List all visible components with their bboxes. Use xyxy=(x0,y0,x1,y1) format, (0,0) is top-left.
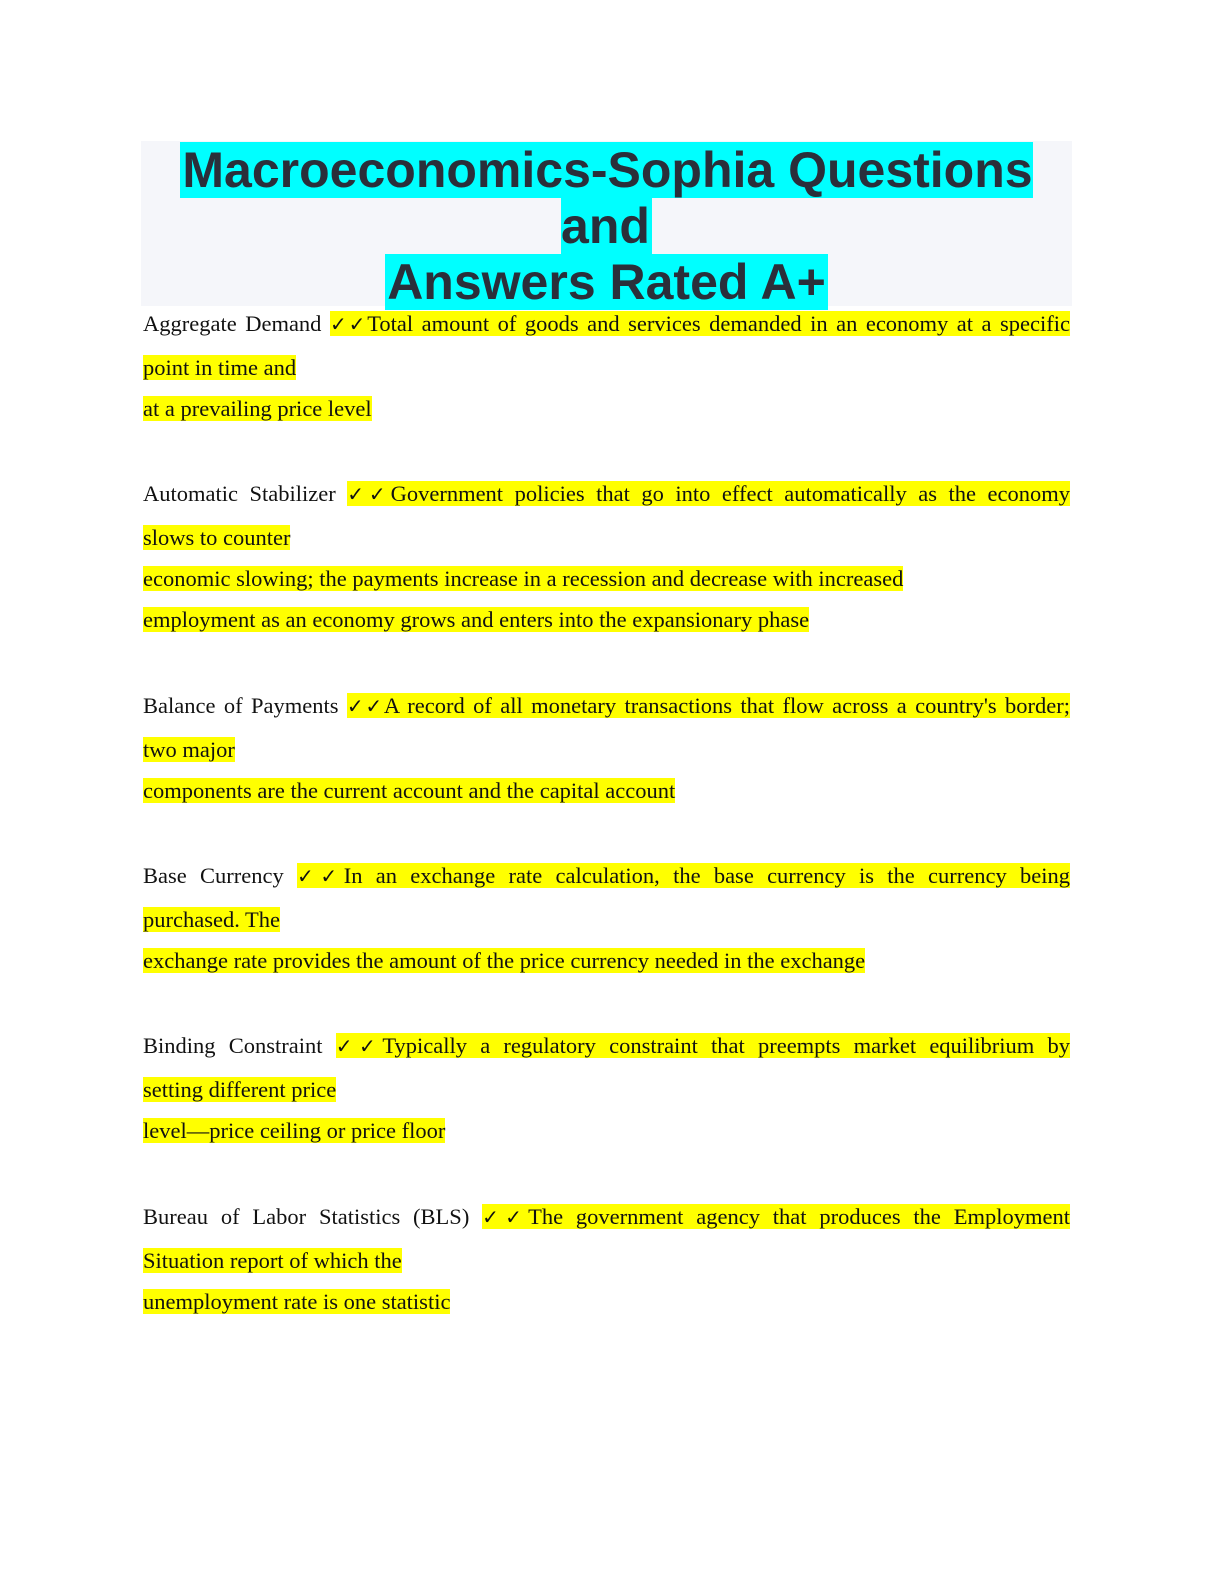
answer-line xyxy=(143,1287,1070,1317)
answer-line xyxy=(143,946,1070,976)
qa-entry-aggregate-demand xyxy=(143,309,1070,424)
qa-first-line xyxy=(143,479,1070,509)
qa-first-line xyxy=(143,861,1070,891)
answer-highlight xyxy=(330,311,1070,336)
qa-entry-bureau-of-labor-statistics xyxy=(143,1202,1070,1317)
answer-text: employment as an economy grows and enters into the expansionary phase xyxy=(143,607,810,632)
double-check-icon: ✓✓ xyxy=(347,482,391,506)
answer-text: two major xyxy=(143,737,235,762)
term: Aggregate Demand xyxy=(143,311,322,336)
page-title-line-2: Answers Rated A+ xyxy=(387,254,826,310)
term: Automatic Stabilizer xyxy=(143,481,336,506)
answer-line xyxy=(143,605,1070,635)
qa-entry-balance-of-payments xyxy=(143,691,1070,806)
answer-text: Total amount of goods and services demanded in an economy at a specific xyxy=(367,311,1070,336)
answer-line xyxy=(143,1246,1070,1276)
answer-line xyxy=(143,1116,1070,1146)
answer-highlight xyxy=(482,1204,1070,1229)
answer-text: Situation report of which the xyxy=(143,1248,402,1273)
answer-text: setting different price xyxy=(143,1077,337,1102)
answer-line xyxy=(143,1075,1070,1105)
answer-line xyxy=(143,735,1070,765)
answer-text: point in time and xyxy=(143,355,297,380)
qa-first-line xyxy=(143,691,1070,721)
qa-first-line xyxy=(143,1202,1070,1232)
answer-text: exchange rate provides the amount of the price currency needed in the exchange xyxy=(143,948,866,973)
answer-line xyxy=(143,394,1070,424)
double-check-icon: ✓✓ xyxy=(346,694,384,718)
term: Base Currency xyxy=(143,863,284,888)
double-check-icon: ✓✓ xyxy=(296,864,344,888)
page-title-line-1: Macroeconomics-Sophia Questions and xyxy=(182,142,1033,254)
qa-first-line xyxy=(143,1031,1070,1061)
answer-text: Government policies that go into effect automatically as the economy xyxy=(390,481,1070,506)
answer-highlight xyxy=(336,1033,1070,1058)
answer-text: components are the current account and the capital account xyxy=(143,778,676,803)
qa-entry-automatic-stabilizer xyxy=(143,479,1070,635)
answer-line xyxy=(143,905,1070,935)
title-block xyxy=(141,141,1072,310)
term: Bureau of Labor Statistics (BLS) xyxy=(143,1204,470,1229)
answer-text: Typically a regulatory constraint that preempts market equilibrium by xyxy=(382,1033,1070,1058)
double-check-icon: ✓✓ xyxy=(329,312,368,336)
answer-highlight xyxy=(347,693,1070,718)
term: Balance of Payments xyxy=(143,693,339,718)
double-check-icon: ✓✓ xyxy=(482,1205,529,1229)
answer-line xyxy=(143,564,1070,594)
answer-text: economic slowing; the payments increase in a recession and decrease with increased xyxy=(143,566,904,591)
answer-text: slows to counter xyxy=(143,525,291,550)
answer-line xyxy=(143,523,1070,553)
answer-text: The government agency that produces the Employment xyxy=(528,1204,1070,1229)
answer-text: A record of all monetary transactions that flow across a country's border; xyxy=(383,693,1070,718)
double-check-icon: ✓✓ xyxy=(335,1034,383,1058)
answer-text: level—price ceiling or price floor xyxy=(143,1118,446,1143)
answer-text: In an exchange rate calculation, the base currency is the currency being xyxy=(343,863,1070,888)
answer-text: at a prevailing price level xyxy=(143,396,372,421)
answer-line xyxy=(143,776,1070,806)
answer-line xyxy=(143,353,1070,383)
answer-highlight xyxy=(347,481,1070,506)
answer-text: purchased. The xyxy=(143,907,281,932)
term: Binding Constraint xyxy=(143,1033,323,1058)
answer-highlight xyxy=(297,863,1070,888)
qa-entry-binding-constraint xyxy=(143,1031,1070,1146)
qa-entry-base-currency xyxy=(143,861,1070,976)
qa-first-line xyxy=(143,309,1070,339)
answer-text: unemployment rate is one statistic xyxy=(143,1289,451,1314)
